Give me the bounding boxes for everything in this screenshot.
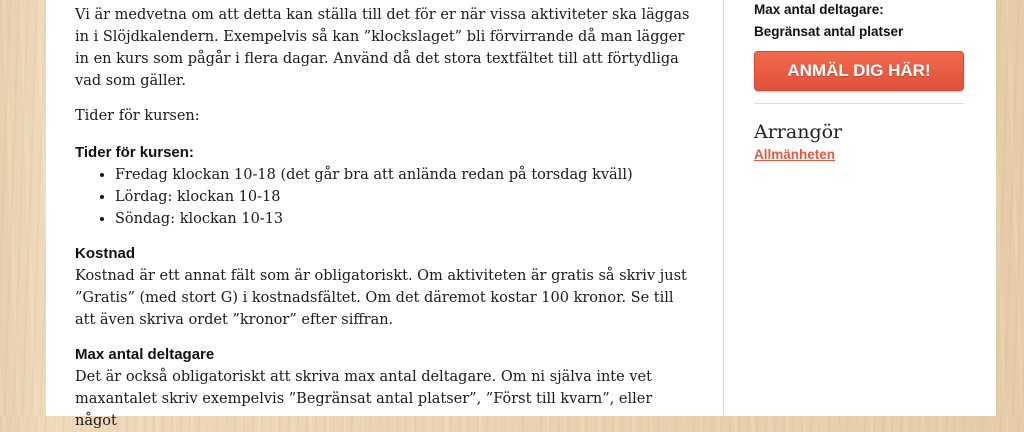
max-participants-heading: Max antal deltagare — [75, 346, 215, 363]
list-item: • Söndag: klockan 10-13 — [115, 208, 695, 230]
sidebar — [754, 0, 964, 164]
intro-paragraph: Vi är medvetna om att detta kan ställa till det för er när vissa aktiviteter ska läggas in i Slöjdkalendern. Exempelvis så kan ”klockslaget” bli förvirrande då man lägger in en kurs som pågår i flera dagar. Använd då det stora textfältet till att förtydliga vad som gäller. — [75, 7, 690, 89]
organizer-heading: Arrangör — [754, 121, 843, 143]
list-item: • Fredag klockan 10-18 (det går bra att anlända redan på torsdag kväll) — [115, 164, 695, 186]
organizer-link[interactable]: Allmänheten — [754, 147, 836, 162]
list-item: • Lördag: klockan 10-18 — [115, 186, 695, 208]
column-divider — [723, 0, 724, 416]
times-heading: Tider för kursen: — [75, 144, 194, 161]
content-page — [46, 0, 996, 429]
times-intro-paragraph: Tider för kursen: — [75, 108, 200, 124]
times-list — [75, 164, 695, 230]
cost-heading: Kostnad — [75, 245, 135, 262]
main-content — [75, 0, 695, 432]
max-participants-value: Begränsat antal platser — [754, 24, 904, 39]
max-participants-label: Max antal deltagare: — [754, 2, 884, 17]
cost-paragraph: Kostnad är ett annat fält som är obligatoriskt. Om aktiviteten är gratis så skriv just ”Gratis” (med stort G) i kostnadsfältet. Om det däremot kostar 100 kronor. Se till att även skriva ordet ”kronor” efter siffran. — [75, 268, 687, 328]
signup-button[interactable]: ANMÄL DIG HÄR! — [754, 51, 964, 91]
sidebar-divider — [754, 103, 964, 104]
max-participants-paragraph: Det är också obligatoriskt att skriva max antal deltagare. Om ni själva inte vet maxantalet skriv exempelvis ”Begränsat antal platser”, ”Först till kvarn”, eller något — [75, 369, 653, 429]
